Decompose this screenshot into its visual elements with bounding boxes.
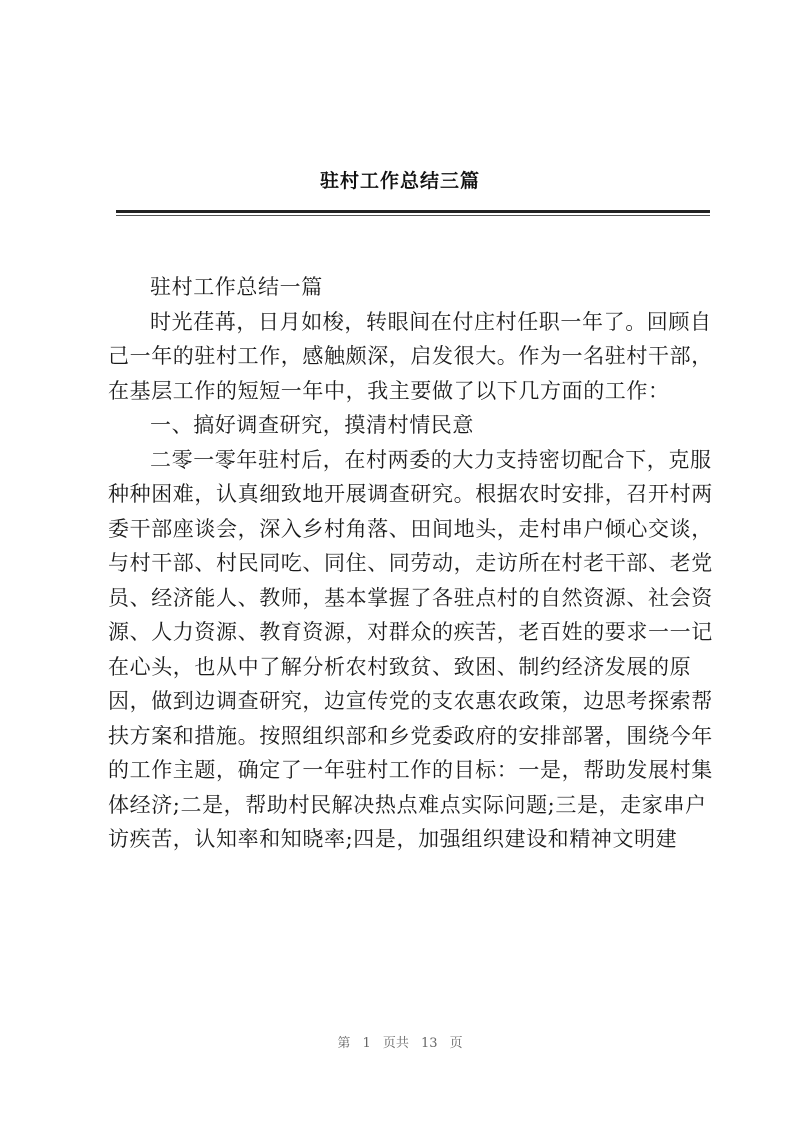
body-line: 的工作主题，确定了一年驻村工作的目标：一是，帮助发展村集 [108,758,713,782]
body-line: 与村干部、村民同吃、同住、同劳动，走访所在村老干部、老党 [108,551,713,575]
body-line: 己一年的驻村工作，感触颇深，启发很大。作为一名驻村干部， [108,344,713,368]
title-rule-thick [116,210,710,213]
body-line: 委干部座谈会，深入乡村角落、田间地头，走村串户倾心交谈， [108,516,713,541]
body-line: 因，做到边调查研究，边宣传党的支农惠农政策，边思考探索帮 [108,689,713,713]
document-title: 驻村工作总结三篇 [319,170,480,192]
body-line: 种种困难，认真细致地开展调查研究。根据农时安排，召开村两 [108,482,713,506]
page-footer: 第 1 页共 13 页 [337,1036,463,1051]
title-rule-thin [116,215,710,216]
body-line: 员、经济能人、教师，基本掌握了各驻点村的自然资源、社会资 [108,585,713,610]
body-line: 源、人力资源、教育资源，对群众的疾苦，老百姓的要求一一记 [108,620,713,644]
body-line: 扶方案和措施。按照组织部和乡党委政府的安排部署，围绕今年 [108,723,713,748]
body-line: 时光荏苒，日月如梭，转眼间在付庄村任职一年了。回顾自 [150,309,712,334]
body-line: 一、搞好调查研究，摸清村情民意 [150,413,474,437]
body-line: 体经济;二是，帮助村民解决热点难点实际问题;三是，走家串户 [108,792,707,817]
body-line: 访疾苦，认知率和知晓率;四是，加强组织建设和精神文明建 [108,827,678,851]
body-line: 二零一零年驻村后，在村两委的大力支持密切配合下，克服 [150,447,712,472]
body-line: 在基层工作的短短一年中，我主要做了以下几方面的工作： [108,378,670,403]
body-line: 在心头，也从中了解分析农村致贫、致困、制约经济发展的原 [108,654,692,679]
body-line: 驻村工作总结一篇 [150,275,323,299]
document-body [108,270,712,857]
